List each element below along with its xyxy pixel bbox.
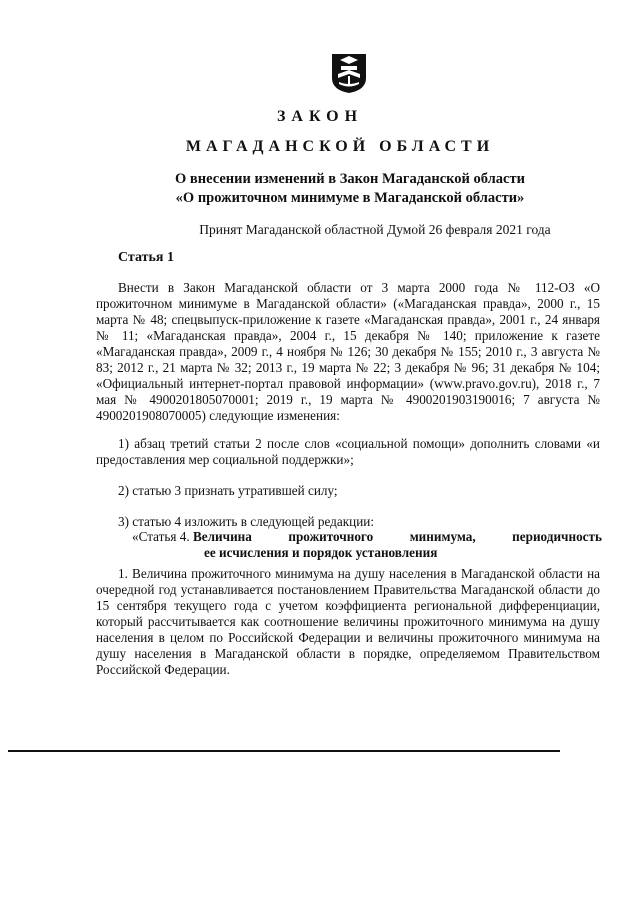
article-heading: Статья 1 [118, 250, 174, 265]
amendment-item-2: 2) статью 3 признать утратившей силу; [118, 483, 338, 498]
footer-divider [8, 750, 560, 752]
document-region: МАГАДАНСКОЙ ОБЛАСТИ [185, 138, 495, 155]
article-4-word-2: прожиточного [288, 529, 374, 544]
coat-of-arms-emblem [330, 52, 368, 94]
article-4-paragraph-1: 1. Величина прожиточного минимума на душу населения в Магаданской области на очередной год устанавливается постановлением Правительства Магаданской области до 15 сентября текущего года с учетом коэффициента региональной дифференциации, который рассчитывается как соотношение величины прожиточного минимума на душу населения в целом по Российской Федерации и величины прожиточного минимума на душу населения в Магаданской области в порядке, определяемом Правительством Российской Федерации. [96, 566, 600, 677]
article-4-word-3: минимума, [409, 529, 476, 544]
adoption-note: Принят Магаданской областной Думой 26 февраля 2021 года [199, 222, 551, 237]
document-subtitle [100, 170, 600, 208]
intro-paragraph: Внести в Закон Магаданской области от 3 марта 2000 года № 112-ОЗ «О прожиточном минимуме в Магаданской области» («Магаданская правда», 2000 г., 15 марта № 48; спецвыпуск-приложение к газете «Магаданская правда», 2001 г., 24 января № 11; «Магаданская правда», 2004 г., 15 декабря № 140; приложение к газете «Магаданская правда», 2009 г., 4 ноября № 126; 30 декабря № 155; 2010 г., 3 августа № 83; 2012 г., 21 марта № 32; 2013 г., 19 марта № 22; 3 декабря № 96; 31 декабря № 104; «Официальный интернет-портал правовой информации» (www.pravo.gov.ru), 2018 г., 7 мая № 4900201805070001; 2019 г., 19 марта № 4900201903190016; 7 августа № 4900201908070005) следующие изменения: [96, 280, 600, 423]
article-4-word-1: Величина [192, 529, 252, 544]
article-4-label [132, 529, 252, 545]
subtitle-line-1: О внесении изменений в Закон Магаданской области [175, 171, 525, 187]
document-title: ЗАКОН [276, 108, 364, 125]
article-4-heading-line-1 [132, 529, 602, 545]
article-4-heading-line-2: ее исчисления и порядок установления [204, 545, 438, 560]
subtitle-line-2: «О прожиточном минимуме в Магаданской области» [175, 190, 525, 206]
article-4-heading [132, 529, 602, 561]
amendment-item-3: 3) статью 4 изложить в следующей редакции: [118, 514, 374, 529]
article-4-prefix: «Статья 4. [132, 529, 190, 544]
amendment-item-1: 1) абзац третий статьи 2 после слов «социальной помощи» дополнить словами «и предоставления мер социальной поддержки»; [96, 436, 600, 467]
article-4-word-4: периодичность [512, 529, 602, 544]
